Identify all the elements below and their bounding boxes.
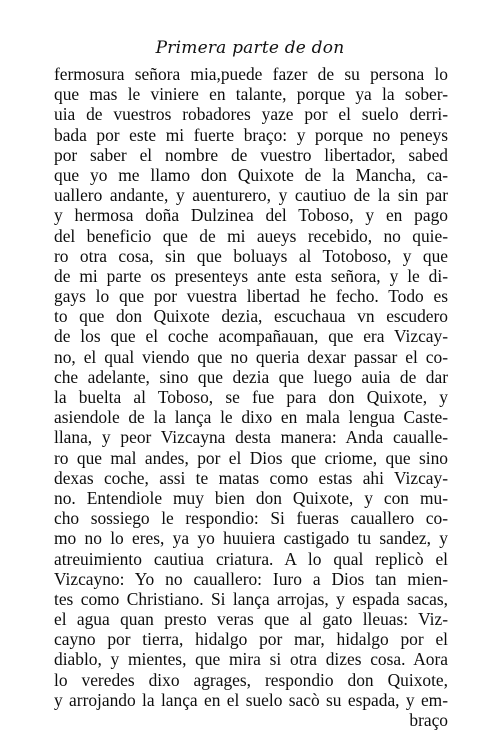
text-line-5: por saber el nombre de vuestro libertador, sabed xyxy=(54,144,448,165)
text-line-10: ro otra cosa, sin que boluays al Totoboso, y que xyxy=(54,245,448,266)
text-line-29: cayno por tierra, hidalgo por mar, hidalgo por el xyxy=(54,629,448,650)
text-line-1: fermosura señora mia,puede fazer de su persona lo xyxy=(54,64,448,84)
text-line-9: del beneficio que de mi aueys recebido, no quie- xyxy=(54,225,448,246)
text-line-11: de mi parte os presenteys ante esta señora, y le di- xyxy=(54,265,448,286)
text-line-15: no, el qual viendo que no queria dexar passar el co- xyxy=(54,346,448,367)
text-line-31: lo veredes dixo agrages, respondio don Quixote, xyxy=(54,669,448,690)
text-line-23: cho sossiego le respondio: Si fueras cauallero co- xyxy=(54,508,448,529)
text-line-19: llana, y peor Vizcayna desta manera: Anda caualle- xyxy=(54,427,448,448)
text-line-28: el agua quan presto veras que al gato lleuas: Viz- xyxy=(54,609,448,630)
text-line-14: de los que el coche acompañauan, que era Vizcay- xyxy=(54,326,448,347)
text-line-16: che adelante, sino que dezia que luego auia de dar xyxy=(54,366,448,387)
text-line-32: y arrojando la lança en el suelo sacò su espada, y em- xyxy=(54,689,448,710)
text-line-30: diablo, y mientes, que mira si otra dizes cosa. Aora xyxy=(54,649,448,670)
text-line-4: bada por este mi fuerte braço: y porque no peneys xyxy=(54,124,448,145)
text-line-3: uia de vuestros robadores yaze por el suelo derri- xyxy=(54,104,448,125)
text-line-2: que mas le viniere en talante, porque ya la sober- xyxy=(54,84,448,105)
running-head: Primera parte de don xyxy=(155,38,345,58)
text-line-24: mo no lo eres, ya yo huuiera castigado tu sandez, y xyxy=(54,528,448,549)
text-line-12: gays lo que por vuestra libertad he fecho. Todo es xyxy=(54,286,448,307)
text-line-8: y hermosa doña Dulzinea del Toboso, y en pago xyxy=(54,205,448,226)
text-line-18: asiendole de la lança le dixo en mala lengua Caste- xyxy=(54,407,448,428)
text-line-25: atreuimiento cautiua criatura. A lo qual replicò el xyxy=(54,548,448,569)
text-line-27: tes como Christiano. Si lança arrojas, y espada sacas, xyxy=(54,588,448,609)
text-line-7: uallero andante, y auenturero, y cautiuo de la sin par xyxy=(54,185,448,206)
text-line-26: Vizcayno: Yo no cauallero: Iuro a Dios tan mien- xyxy=(54,568,448,589)
text-line-22: no. Entendiole muy bien don Quixote, y con mu- xyxy=(54,487,448,508)
text-line-13: to que don Quixote dezia, escuchaua vn escudero xyxy=(54,306,448,327)
text-line-6: que yo me llamo don Quixote de la Mancha, ca- xyxy=(54,164,448,185)
text-line-20: ro que mal andes, por el Dios que criome, que sino xyxy=(54,447,448,468)
body-text xyxy=(54,64,448,730)
text-line-17: la buelta al Toboso, se fue para don Quixote, y xyxy=(54,387,448,407)
catchword: braço xyxy=(409,710,448,730)
text-line-21: dexas coche, assi te matas como estas ahi Vizcay- xyxy=(54,467,448,488)
